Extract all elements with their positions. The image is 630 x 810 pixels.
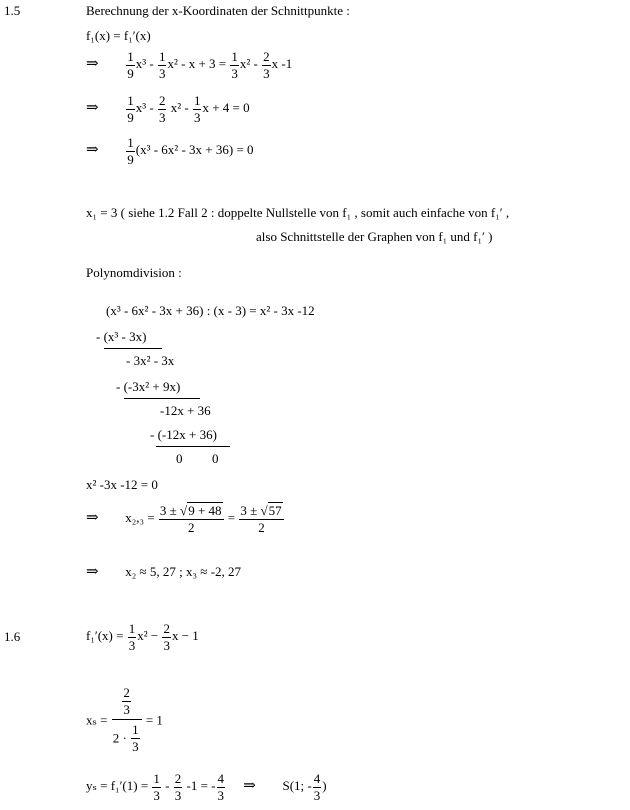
fraction: $\frac{1}{3}$ [193, 93, 201, 125]
fraction: $\frac{1}{9}$ [127, 49, 134, 81]
section-number-1-5: 1.5 [4, 3, 21, 18]
polydiv-row: - (-12x + 36) [150, 427, 217, 442]
equation-f-equals-fprime: f₁(x) = f₁′(x) [86, 28, 151, 43]
polydiv-row: - (x³ - 3x) [96, 329, 147, 344]
implies-arrow: ⇒ [86, 56, 99, 73]
polydiv-remainder: 0 [212, 451, 219, 466]
polydiv-rule [104, 348, 162, 349]
equation-step-2: ⇒ $\frac{1}{9}$ x³ - $\frac{2}{3}$ x² - $\frac{1}{3}$ x + 4 = 0 [86, 93, 250, 125]
approximate-roots: ⇒ x₂ ≈ 5, 27 ; x₃ ≈ -2, 27 [86, 564, 242, 580]
xs-equation: xₛ = $\frac{2}{3}$ 2 · $\frac{1}{3}$ = 1 [86, 685, 163, 754]
fraction: $\frac{4}{3}$ [217, 771, 224, 803]
x1-note-line-2: also Schnittstelle der Graphen von f₁ und f₁′ ) [256, 229, 493, 244]
section-number-1-6: 1.6 [4, 629, 21, 644]
polydiv-row: - (-3x² + 9x) [116, 379, 181, 394]
fraction: $\frac{2}{3}$ [163, 621, 170, 653]
quadratic-solution: ⇒ x₂,₃ = $\frac{3 \pm √9 + 48}{2}$ = $\frac{3 \pm √57}{2}$ [86, 503, 282, 535]
polydiv-row: -12x + 36 [160, 403, 211, 418]
implies-arrow: ⇒ [86, 510, 99, 527]
implies-arrow: ⇒ [86, 100, 99, 117]
fraction: $\frac{1}{9}$ [127, 135, 134, 167]
compound-fraction: $\frac{2}{3}$ 2 · $\frac{1}{3}$ [112, 686, 142, 754]
fraction: $\frac{1}{3}$ [158, 49, 166, 81]
polydiv-remainder: 0 [176, 451, 183, 466]
polydiv-rule [156, 446, 230, 447]
fraction: $\frac{3 \pm √57}{2}$ [240, 503, 282, 535]
fraction: $\frac{2}{3}$ [263, 49, 270, 81]
quadratic-equation: x² -3x -12 = 0 [86, 477, 158, 492]
fraction: $\frac{1}{3}$ [132, 722, 139, 754]
polydiv-row: (x³ - 6x² - 3x + 36) : (x - 3) = x² - 3x -12 [106, 303, 315, 318]
fraction: $\frac{1}{3}$ [153, 771, 160, 803]
section-heading: Berechnung der x-Koordinaten der Schnittpunkte : [86, 3, 350, 18]
derivative-equation: f₁′(x) = $\frac{1}{3}$ x² − $\frac{2}{3}$ x − 1 [86, 621, 199, 653]
fraction: $\frac{3 \pm √9 + 48}{2}$ [159, 503, 222, 535]
fraction: $\frac{1}{3}$ [128, 621, 136, 653]
implies-arrow: ⇒ [86, 564, 99, 580]
fraction: $\frac{2}{3}$ [158, 93, 166, 125]
ys-equation: yₛ = f₁′(1) = $\frac{1}{3}$ - $\frac{2}{3}$ -1 = - $\frac{4}{3}$ ⇒ S(1; - $\frac{4}{3}$ ) [86, 771, 327, 803]
polynomial-division-label: Polynomdivision : [86, 265, 182, 280]
polydiv-row: - 3x² - 3x [126, 353, 175, 368]
x1-note-line-1: x₁ = 3 ( siehe 1.2 Fall 2 : doppelte Nullstelle von f₁ , somit auch einfache von f₁′ , [86, 205, 510, 220]
equation-step-1: ⇒ $\frac{1}{9}$ x³ - $\frac{1}{3}$ x² - x + 3 = $\frac{1}{3}$ x² - $\frac{2}{3}$ x -1 [86, 49, 293, 81]
fraction: $\frac{1}{3}$ [231, 49, 238, 81]
equation-step-3: ⇒ $\frac{1}{9}$ (x³ - 6x² - 3x + 36) = 0 [86, 135, 254, 167]
implies-arrow: ⇒ [86, 142, 99, 159]
implies-arrow: ⇒ [243, 778, 256, 795]
polydiv-rule [124, 398, 200, 399]
fraction: $\frac{2}{3}$ [174, 771, 182, 803]
fraction: $\frac{1}{9}$ [127, 93, 134, 125]
fraction: $\frac{4}{3}$ [313, 771, 321, 803]
fraction: $\frac{2}{3}$ [123, 685, 130, 717]
